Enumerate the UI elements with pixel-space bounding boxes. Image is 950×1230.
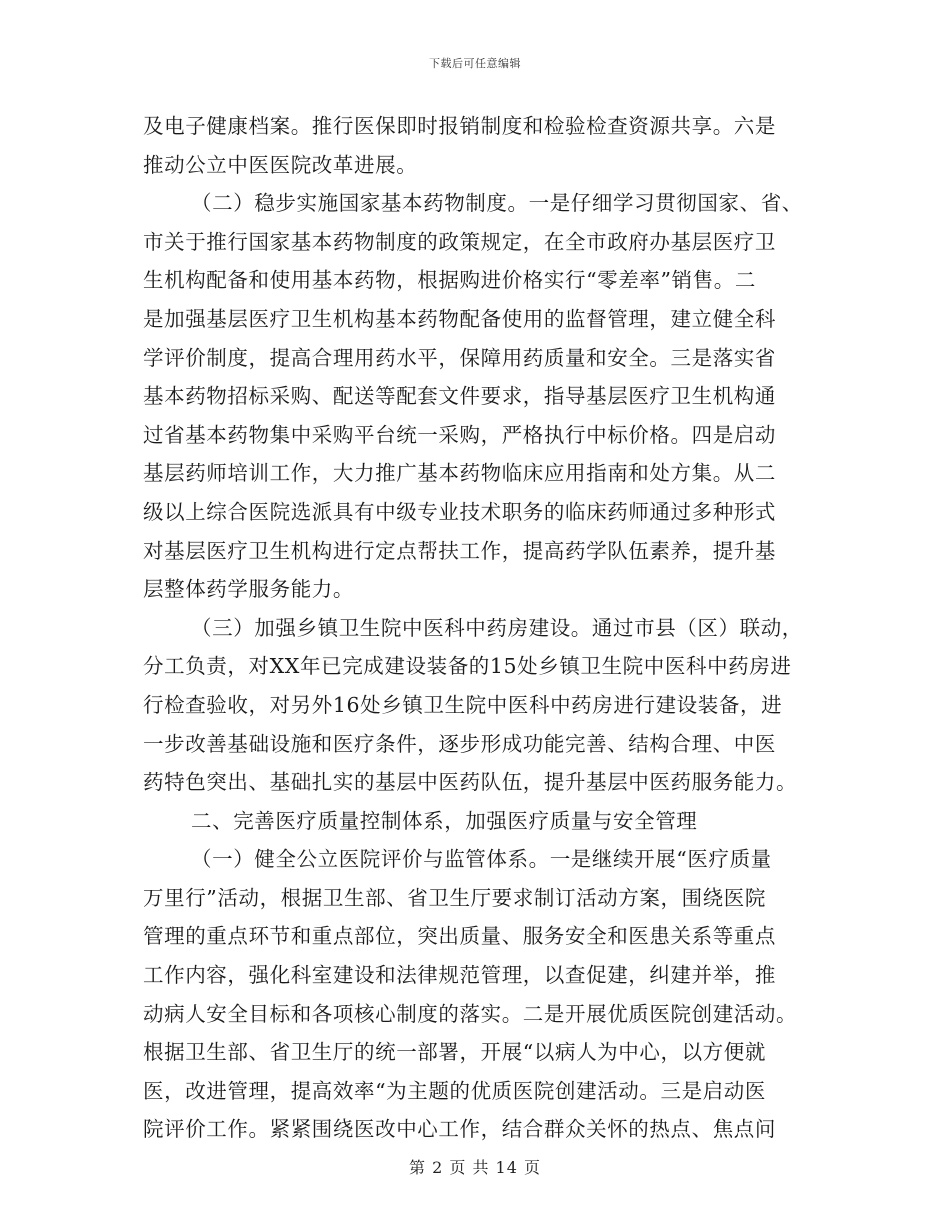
text-line: （一）健全公立医院评价与监管体系。一是继续开展“医疗质量 <box>191 847 772 872</box>
page-number: 第 2 页 共 14 页 <box>409 1158 541 1177</box>
text-line: 过省基本药物集中采购平台统一采购，严格执行中标价格。四是启动 <box>143 422 776 447</box>
text-line: 生机构配备和使用基本药物，根据购进价格实行“零差率”销售。二 <box>143 268 756 293</box>
text-line: 及电子健康档案。推行医保即时报销制度和检验检查资源共享。六是 <box>143 114 776 138</box>
text-line: 药特色突出、基础扎实的基层中医药队伍，提升基层中医药服务能力。 <box>143 770 798 795</box>
text-line: 动病人安全目标和各项核心制度的落实。二是开展优质医院创建活动。 <box>143 1001 798 1026</box>
text-line: 基本药物招标采购、配送等配套文件要求，指导基层医疗卫生机构通 <box>143 384 776 409</box>
text-line: 工作内容，强化科室建设和法律规范管理，以查促建，纠建并举，推 <box>143 963 776 988</box>
text-line: 万里行”活动，根据卫生部、省卫生厅要求制订活动方案，围绕医院 <box>143 885 766 910</box>
text-line: 分工负责，对XX年已完成建设装备的15处乡镇卫生院中医科中药房进 <box>143 654 792 679</box>
text-line: 层整体药学服务能力。 <box>143 577 354 602</box>
document-body <box>143 107 811 1149</box>
text-line: 院评价工作。紧紧围绕医改中心工作，结合群众关怀的热点、焦点问 <box>143 1117 776 1142</box>
text-line: 根据卫生部、省卫生厅的统一部署，开展“以病人为中心，以方便就 <box>143 1040 766 1065</box>
text-line: 基层药师培训工作，大力推广基本药物临床应用指南和处方集。从二 <box>143 461 776 486</box>
text-line: 一步改善基础设施和医疗条件，逐步形成功能完善、结构合理、中医 <box>143 731 776 756</box>
page-header: 下载后可任意编辑 <box>429 57 521 70</box>
text-line: 学评价制度，提高合理用药水平，保障用药质量和安全。三是落实省 <box>143 345 776 370</box>
text-line: 二、完善医疗质量控制体系，加强医疗质量与安全管理 <box>191 808 698 833</box>
text-line: 级以上综合医院选派具有中级专业技术职务的临床药师通过多种形式 <box>143 499 776 524</box>
text-line: 对基层医疗卫生机构进行定点帮扶工作，提高药学队伍素养，提升基 <box>143 538 776 563</box>
text-line: 推动公立中医医院改革进展。 <box>143 152 418 177</box>
text-line: （二）稳步实施国家基本药物制度。一是仔细学习贯彻国家、省、 <box>191 191 803 216</box>
text-line: 医，改进管理，提高效率“为主题的优质医院创建活动。三是启动医 <box>143 1078 766 1103</box>
text-line: 市关于推行国家基本药物制度的政策规定，在全市政府办基层医疗卫 <box>143 229 776 254</box>
text-line: 管理的重点环节和重点部位，突出质量、服务安全和医患关系等重点 <box>143 924 776 949</box>
text-line: 是加强基层医疗卫生机构基本药物配备使用的监督管理，建立健全科 <box>143 306 776 331</box>
text-line: 行检查验收，对另外16处乡镇卫生院中医科中药房进行建设装备，进 <box>143 692 783 717</box>
text-line: （三）加强乡镇卫生院中医科中药房建设。通过市县（区）联动， <box>191 615 803 640</box>
